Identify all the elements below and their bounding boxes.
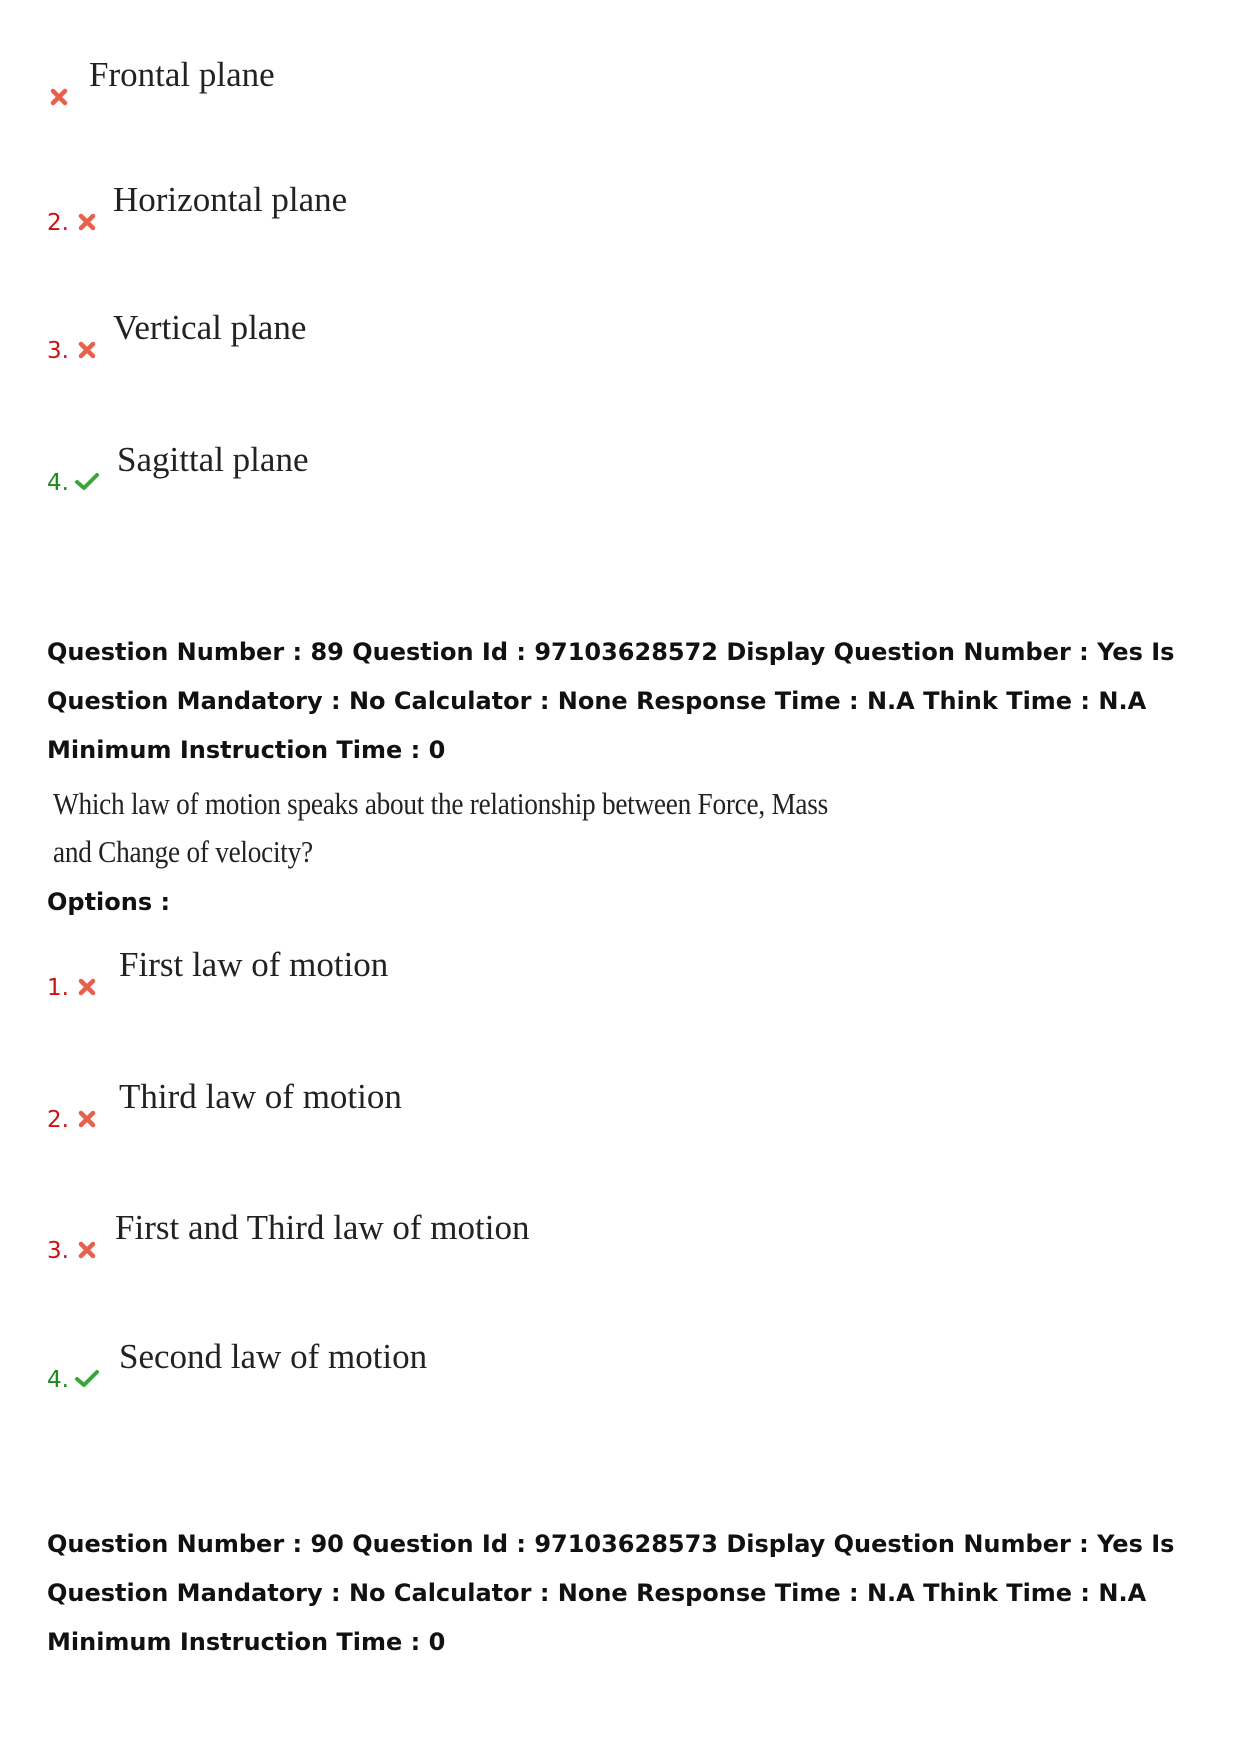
option-1	[47, 945, 947, 1005]
option-2	[47, 180, 947, 240]
cross-icon	[47, 83, 73, 109]
question-meta: Question Number : 90 Question Id : 97103628573 Display Question Number : Yes Is Question Mandatory : No Calculator : None Response Time : N.A Think Time : N.A Minimum Instruction Time : 0	[47, 1530, 1175, 1656]
option-number: 2.	[47, 1107, 69, 1133]
question-meta: Question Number : 89 Question Id : 97103628572 Display Question Number : Yes Is Question Mandatory : No Calculator : None Response Time : N.A Think Time : N.A Minimum Instruction Time : 0	[47, 638, 1175, 764]
option-text: Third law of motion	[119, 1077, 402, 1116]
cross-icon	[75, 1105, 101, 1131]
option-4	[47, 1337, 947, 1397]
option-text: Frontal plane	[89, 55, 275, 94]
options-label: Options :	[47, 888, 171, 916]
option-1	[47, 55, 947, 115]
option-text: Vertical plane	[113, 308, 307, 347]
option-text: Second law of motion	[119, 1337, 428, 1376]
option-3	[47, 1208, 947, 1268]
cross-icon	[75, 336, 101, 362]
option-number: 1.	[47, 975, 69, 1001]
option-4	[47, 440, 947, 500]
check-icon	[74, 1365, 100, 1391]
option-text: Horizontal plane	[113, 180, 348, 219]
option-text: First and Third law of motion	[115, 1208, 530, 1247]
option-number: 4.	[47, 1367, 69, 1393]
option-text: Sagittal plane	[117, 440, 309, 479]
cross-icon	[75, 1236, 101, 1262]
option-3	[47, 308, 947, 368]
option-number: 3.	[47, 338, 69, 364]
option-2	[47, 1077, 947, 1137]
option-number: 4.	[47, 470, 69, 496]
cross-icon	[75, 973, 101, 999]
option-number: 3.	[47, 1238, 69, 1264]
option-text: First law of motion	[119, 945, 389, 984]
cross-icon	[75, 208, 101, 234]
option-number: 2.	[47, 210, 69, 236]
check-icon	[74, 468, 100, 494]
question-text: Which law of motion speaks about the relationship between Force, Mass and Change of velocity?	[53, 786, 828, 869]
